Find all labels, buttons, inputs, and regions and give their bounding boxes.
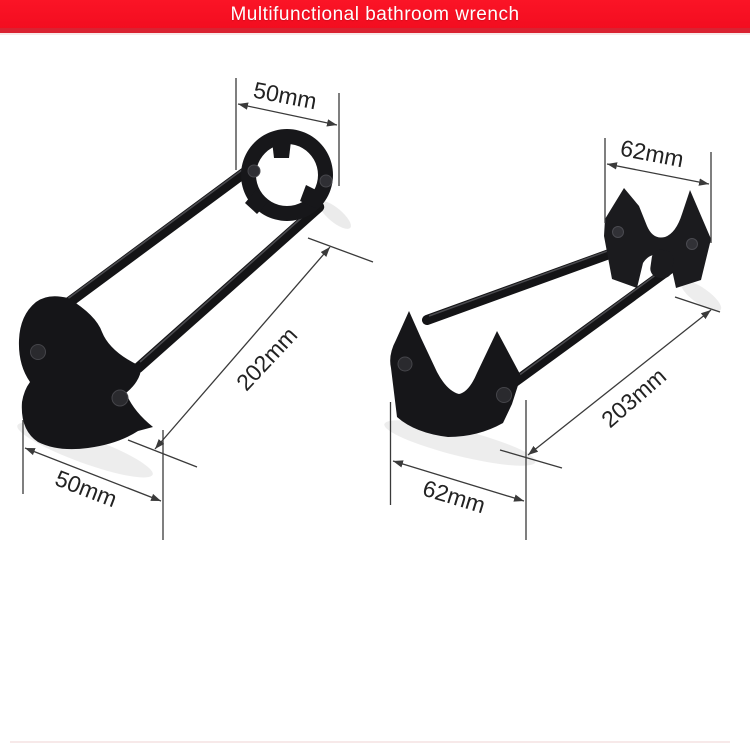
dim-label-left-jaw-width: 50mm	[51, 464, 121, 513]
dim-label-left-length: 202mm	[230, 321, 303, 396]
right-wrench-claw-head	[390, 311, 521, 437]
dim-line-right-length	[528, 310, 711, 455]
ext-line	[308, 238, 373, 262]
dim-label-left-head-width: 50mm	[251, 76, 319, 115]
bottom-hairline	[10, 741, 730, 743]
left-wrench	[19, 129, 333, 449]
left-wrench-jaw-head	[19, 296, 153, 449]
dim-label-right-head-width: 62mm	[618, 134, 686, 173]
dim-label-right-length: 203mm	[596, 362, 672, 433]
product-title: Multifunctional bathroom wrench	[230, 3, 520, 25]
dim-label-right-jaw-width: 62mm	[419, 474, 489, 519]
right-wrench-bowtie-head	[604, 188, 711, 288]
right-wrench	[390, 188, 711, 437]
left-wrench-ring-head	[241, 129, 333, 221]
